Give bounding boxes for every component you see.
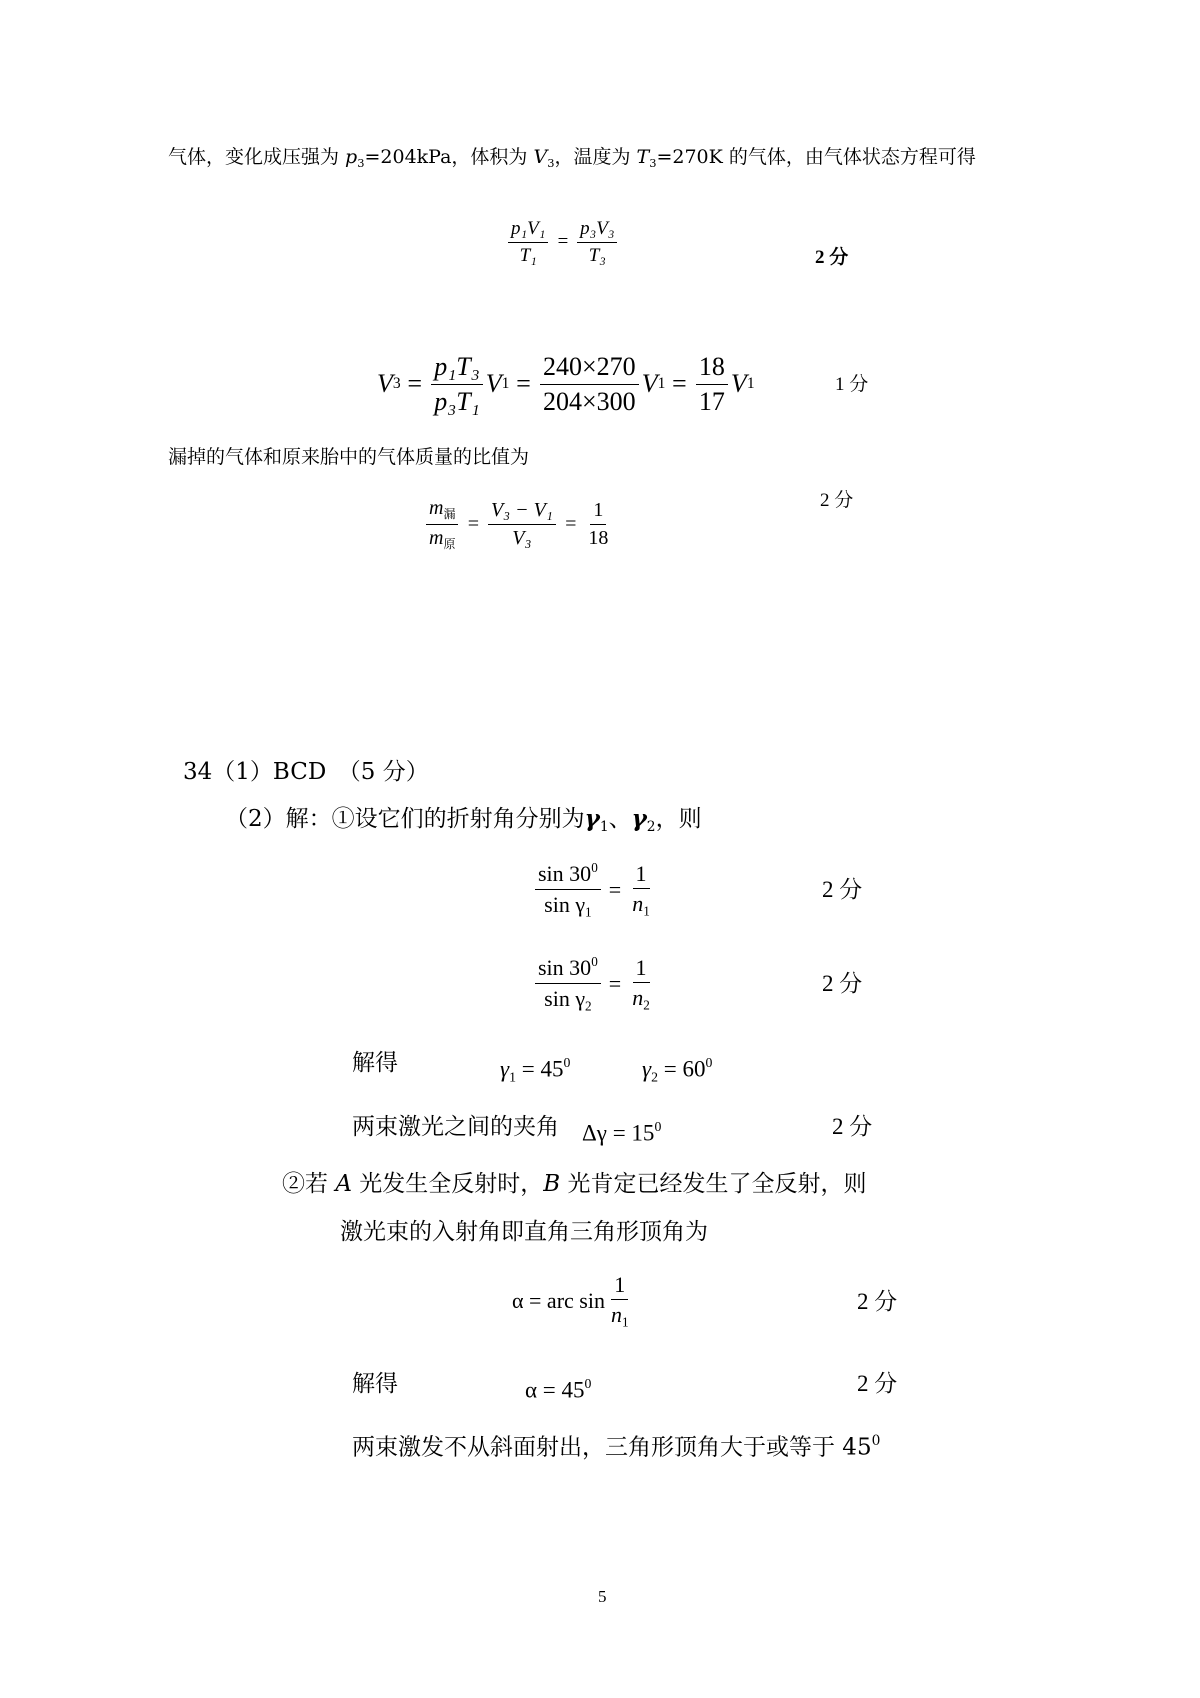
eq5-den: sin γ: [544, 985, 586, 1011]
eq5-num: sin 30: [538, 955, 592, 981]
tr-text-1: ②若: [282, 1171, 336, 1197]
intro-text-1: 气体，变化成压强为: [168, 146, 346, 168]
equation-refraction-2: [532, 954, 656, 1013]
eq5-r-num: 1: [633, 955, 650, 983]
q34-part1: 34（1）BCD （5 分）: [183, 759, 429, 785]
eq4-num: sin 30: [538, 861, 592, 887]
q34-part2-tail: ，则: [655, 806, 702, 832]
eq2-v1-c: V: [730, 369, 747, 399]
eq2-v1-b-sub: 1: [657, 375, 666, 393]
solve2-score: 2 分: [857, 1371, 898, 1396]
solve1-g2-sub: 2: [651, 1069, 658, 1085]
incident-angle-line: 激光束的入射角即直角三角形顶角为: [340, 1219, 708, 1245]
gamma2-sub: 2: [646, 818, 656, 835]
eq2-lhs: V: [377, 369, 393, 399]
eq4-equals: =: [608, 876, 622, 902]
solve1-g1-val: = 45: [515, 1056, 564, 1082]
eq4-sup: 0: [591, 860, 598, 875]
eq3-ratio-den: 18: [588, 526, 609, 549]
p3-symbol: p: [345, 146, 358, 168]
mass-ratio-line: 漏掉的气体和原来胎中的气体质量的比值为: [168, 446, 530, 468]
gamma1-sub: 1: [599, 818, 609, 835]
eq3-equals-2: =: [563, 512, 578, 535]
eq2-equals-2: =: [514, 369, 533, 399]
eq4-den: sin γ: [544, 891, 586, 917]
eq4-r-den: n: [632, 890, 644, 916]
eq2-v1-a: V: [485, 369, 502, 399]
final-conclusion-line: [352, 1427, 880, 1462]
delta-gamma: [582, 1113, 661, 1148]
gamma1-result: [500, 1049, 570, 1091]
equation-mass-ratio: [423, 497, 614, 552]
eq4-den-sub: 1: [585, 904, 592, 920]
eq3-score: 2 分: [820, 490, 854, 511]
tr-text-3: 光肯定已经发生了全反射，则: [560, 1171, 867, 1197]
v3-subscript: 3: [547, 155, 555, 170]
eq2-frac1-den: p₃T₁: [434, 386, 480, 416]
eq3-den: V₃: [512, 526, 532, 549]
eq3-m-orig: m: [429, 526, 444, 549]
solve1-g1: γ: [500, 1056, 510, 1082]
eq2-frac1-num: p₁T₃: [431, 352, 483, 385]
total-reflection-line: [282, 1170, 866, 1198]
tr-light-b: B: [543, 1171, 561, 1197]
q34-part2-text: （2）解：①设它们的折射角分别为: [225, 806, 585, 832]
alpha-deg: 0: [584, 1376, 592, 1391]
angle-line-label: 两束激光之间的夹角: [352, 1114, 559, 1140]
delta-gamma-deg: 0: [654, 1119, 662, 1134]
eq5-score: 2 分: [822, 971, 863, 996]
intro-text-2: ，温度为: [554, 146, 637, 168]
eq6-score: 2 分: [857, 1289, 898, 1314]
t3-value: =270K 的气体，由气体状态方程可得: [656, 146, 976, 168]
eq3-leak-sub: 漏: [443, 507, 456, 522]
gamma2-result: [642, 1049, 712, 1091]
solve1-g2: γ: [642, 1056, 652, 1082]
eq3-m-leak: m: [429, 497, 444, 519]
solve1-g2-val: = 60: [657, 1056, 706, 1082]
p3-subscript: 3: [357, 155, 365, 170]
eq2-equals-3: =: [670, 369, 688, 399]
eq4-score: 2 分: [822, 877, 863, 902]
solve1-g1-deg: 0: [563, 1055, 571, 1070]
alpha-expr: α = 45: [525, 1377, 585, 1403]
eq1-num-left: p₁V₁: [508, 218, 548, 243]
solve1-g2-deg: 0: [705, 1055, 713, 1070]
intro-line: [168, 145, 976, 175]
eq3-num: V₃ − V₁: [488, 499, 556, 525]
eq5-equals: =: [608, 970, 622, 996]
eq6-lhs: α = arc sin: [512, 1288, 605, 1314]
gamma1-symbol: γ: [584, 805, 600, 832]
eq4-r-num: 1: [633, 861, 650, 889]
equation-refraction-1: [532, 860, 656, 919]
eq1-equals: =: [556, 231, 570, 253]
eq2-lhs-sub: 3: [392, 375, 401, 393]
gamma-separator: 、: [608, 806, 632, 832]
eq6-den: n: [610, 1302, 622, 1328]
eq6-den-sub: 1: [621, 1314, 629, 1330]
final-text: 两束激发不从斜面射出，三角形顶角大于或等于 45: [352, 1434, 872, 1461]
eq2-frac3-den: 17: [698, 386, 725, 416]
eq2-frac2-num: 240×270: [540, 352, 639, 385]
eq3-equals-1: =: [466, 512, 480, 535]
q34-part2: [225, 805, 702, 841]
eq2-v1-a-sub: 1: [501, 375, 510, 393]
page-number: 5: [598, 1587, 607, 1606]
eq2-score: 1 分: [835, 374, 869, 395]
eq2-v1-c-sub: 1: [746, 375, 755, 393]
t3-symbol: T: [636, 146, 650, 168]
alpha-result: [525, 1370, 591, 1405]
eq2-frac3-num: 18: [696, 352, 728, 385]
eq5-r-den-sub: 2: [643, 997, 650, 1013]
solve2-label: 解得: [352, 1371, 398, 1397]
tr-light-a: A: [335, 1171, 352, 1197]
v3-symbol: V: [533, 146, 548, 168]
eq5-sup: 0: [591, 954, 598, 969]
eq2-equals-1: =: [405, 369, 424, 399]
angle-line-score: 2 分: [832, 1114, 873, 1139]
eq2-frac2-den: 204×300: [543, 386, 636, 416]
solve1-g1-sub: 1: [509, 1069, 516, 1085]
delta-gamma-expr: Δγ = 15: [582, 1120, 655, 1146]
eq3-orig-sub: 原: [443, 537, 456, 552]
eq3-ratio-num: 1: [590, 499, 606, 525]
equation-v3: [377, 352, 755, 417]
solve1-label: 解得: [352, 1050, 398, 1076]
p3-value: =204kPa，体积为: [364, 146, 534, 168]
eq1-den-left: T₁: [519, 244, 537, 266]
eq5-den-sub: 2: [585, 998, 592, 1014]
eq1-score: 2 分: [815, 247, 849, 268]
tr-text-2: 光发生全反射时，: [351, 1171, 544, 1197]
eq4-r-den-sub: 1: [643, 903, 650, 919]
equation-arcsin: [512, 1272, 635, 1330]
final-deg: 0: [871, 1433, 881, 1449]
eq1-num-right: p₃V₃: [577, 218, 617, 243]
eq6-num: 1: [611, 1272, 628, 1300]
eq2-v1-b: V: [641, 369, 658, 399]
equation-gas-law: [505, 218, 620, 267]
eq1-den-right: T₃: [588, 244, 606, 266]
gamma2-symbol: γ: [631, 805, 647, 832]
eq5-r-den: n: [632, 984, 644, 1010]
t3-subscript: 3: [649, 155, 657, 170]
